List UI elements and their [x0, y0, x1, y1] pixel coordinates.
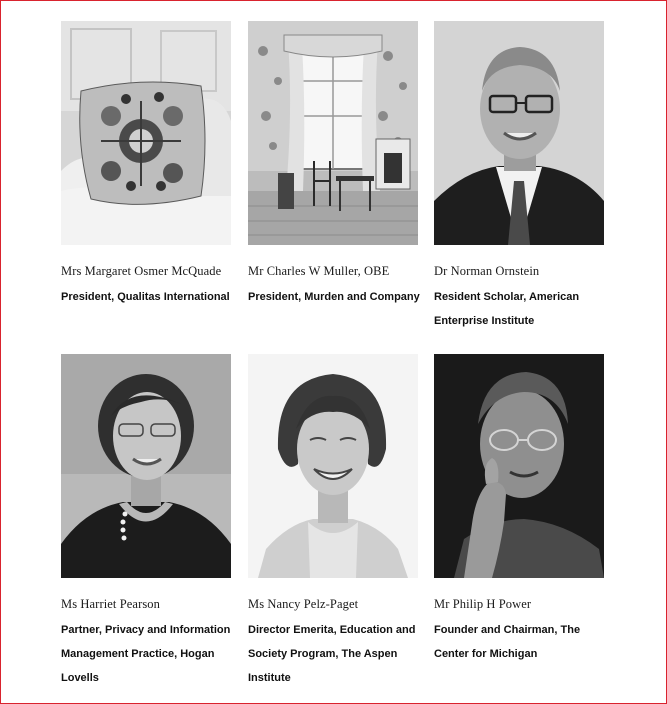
person-name: Dr Norman Ornstein [434, 264, 540, 278]
person-name: Mr Charles W Muller, OBE [248, 264, 390, 278]
title-line: Director Emerita, Education and [248, 624, 416, 636]
person-name: Mrs Margaret Osmer McQuade [61, 264, 222, 278]
title-line: Partner, Privacy and Information [61, 624, 231, 636]
person-photo[interactable] [434, 354, 604, 578]
person-card-muller[interactable] [248, 21, 420, 303]
title-line: Enterprise Institute [434, 315, 535, 327]
title-line: Resident Scholar, American [434, 291, 580, 303]
person-card-ornstein[interactable] [434, 21, 606, 327]
person-name: Mr Philip H Power [434, 597, 532, 611]
person-card-power[interactable] [434, 354, 606, 660]
person-title [248, 618, 424, 690]
title-line: President, Qualitas International [61, 291, 230, 303]
person-photo[interactable] [434, 21, 604, 245]
person-photo[interactable] [248, 21, 418, 245]
person-title [434, 618, 610, 666]
person-name: Ms Harriet Pearson [61, 597, 160, 611]
person-title [61, 618, 237, 690]
title-line: President, Murden and Company [248, 291, 420, 303]
person-photo[interactable] [61, 354, 231, 578]
title-line: Lovells [61, 672, 99, 684]
person-photo[interactable] [248, 354, 418, 578]
title-line: Founder and Chairman, The [434, 624, 581, 636]
person-photo[interactable] [61, 21, 231, 245]
person-title [61, 285, 237, 309]
person-card-pelz-paget[interactable] [248, 354, 420, 684]
person-card-mcquade[interactable] [61, 21, 233, 303]
person-name: Ms Nancy Pelz-Paget [248, 597, 359, 611]
person-title [434, 285, 610, 333]
title-line: Management Practice, Hogan [61, 648, 215, 660]
person-title [248, 285, 424, 309]
title-line: Institute [248, 672, 291, 684]
person-card-pearson[interactable] [61, 354, 233, 684]
title-line: Center for Michigan [434, 648, 538, 660]
title-line: Society Program, The Aspen [248, 648, 398, 660]
